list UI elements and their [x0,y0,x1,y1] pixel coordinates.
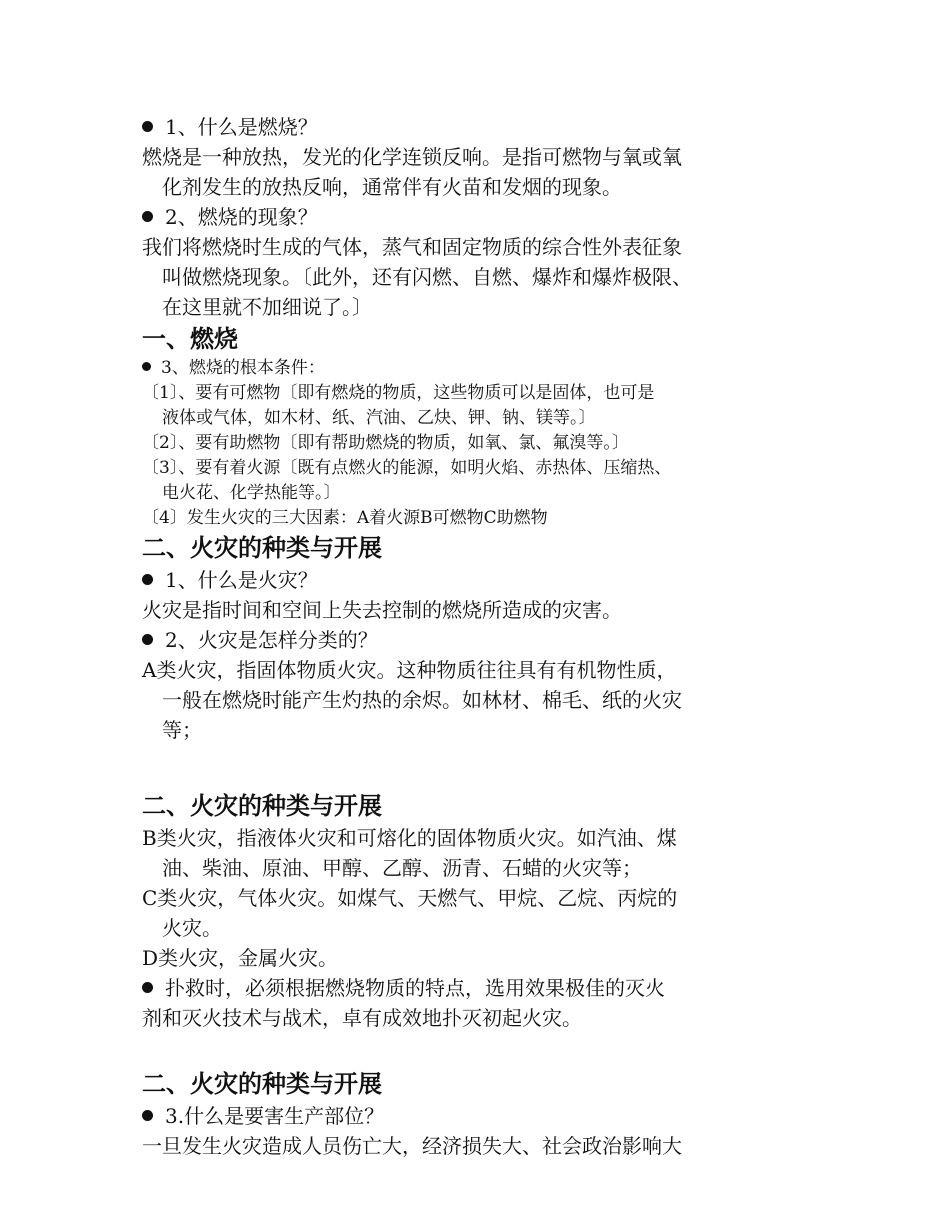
bullet-icon [142,121,153,132]
bullet-icon [142,574,153,585]
bullet-item [142,1101,832,1131]
paragraph-line: 〔2〕、要有助燃物〔即有帮助燃烧的物质，如氧、氯、氟溴等。〕 [142,433,629,453]
paragraph-line: 火灾。 [162,916,222,940]
bullet-item [142,565,832,595]
bullet-item [142,356,832,381]
bullet-item [142,625,832,655]
line-text: 2、燃烧的现象？ [165,205,318,229]
bullet-item [142,112,832,142]
paragraph-line: 化剂发生的放热反响，通常伴有火苗和发烟的现象。 [162,175,622,199]
line-text: 扑救时，必须根据燃烧物质的特点，选用效果极佳的灭火 [165,976,665,1000]
section-heading: 二、火灾的种类与开展 [142,1069,382,1098]
line-text: 1、什么是燃烧？ [165,115,318,139]
paragraph-line: 一旦发生火灾造成人员伤亡大，经济损失大、社会政治影响大 [142,1134,682,1158]
line-text: 3、燃烧的根本条件： [161,358,325,378]
paragraph-line: 剂和灭火技术与战术，卓有成效地扑灭初起火灾。 [142,1006,582,1030]
bullet-item [142,202,832,232]
section-heading: 二、火灾的种类与开展 [142,533,382,562]
paragraph-line: 〔1〕、要有可燃物〔即有燃烧的物质，这些物质可以是固体，也可是 [142,383,655,403]
bullet-icon [142,634,153,645]
paragraph-line: 燃烧是一种放热，发光的化学连锁反响。是指可燃物与氧或氧 [142,145,682,169]
paragraph-line: C类火灾，气体火灾。如煤气、天燃气、甲烷、乙烷、丙烷的 [142,886,678,910]
bullet-icon [142,982,153,993]
bullet-icon [142,362,151,371]
paragraph-line: 液体或气体，如木材、纸、汽油、乙炔、钾、钠、镁等。〕 [162,408,596,428]
paragraph-line: A类火灾，指固体物质火灾。这种物质往往具有有机物性质， [142,658,677,682]
spacer [142,745,832,789]
line-text: 1、什么是火灾？ [165,568,318,592]
paragraph-line: 油、柴油、原油、甲醇、乙醇、沥青、石蜡的火灾等； [162,856,642,880]
spacer [142,1033,832,1067]
bullet-item [142,973,832,1003]
paragraph-line: 电火花、化学热能等。〕 [162,483,341,503]
paragraph-line: 〔3〕、要有着火源〔既有点燃火的能源，如明火焰、赤热体、压缩热、 [142,458,672,478]
paragraph-line: 〔4〕发生火灾的三大因素：A着火源B可燃物C助燃物 [142,508,548,528]
section-heading: 一、燃烧 [142,324,238,353]
paragraph-line: 在这里就不加细说了。〕 [162,295,372,319]
line-text: 2、火灾是怎样分类的？ [165,628,378,652]
paragraph-line: 一般在燃烧时能产生灼热的余烬。如林材、棉毛、纸的火灾 [162,688,682,712]
bullet-icon [142,1110,153,1121]
document-page [142,112,832,1161]
paragraph-line: B类火灾，指液体火灾和可熔化的固体物质火灾。如汽油、煤 [142,826,677,850]
paragraph-line: 叫做燃烧现象。〔此外，还有闪燃、自燃、爆炸和爆炸极限、 [162,265,692,289]
paragraph-line: 我们将燃烧时生成的气体，蒸气和固定物质的综合性外表征象 [142,235,682,259]
paragraph-line: 等； [162,718,202,742]
bullet-icon [142,211,153,222]
paragraph-line: D类火灾，金属火灾。 [142,946,339,970]
section-heading: 二、火灾的种类与开展 [142,791,382,820]
paragraph-line: 火灾是指时间和空间上失去控制的燃烧所造成的灾害。 [142,598,622,622]
line-text: 3.什么是要害生产部位？ [165,1104,385,1128]
